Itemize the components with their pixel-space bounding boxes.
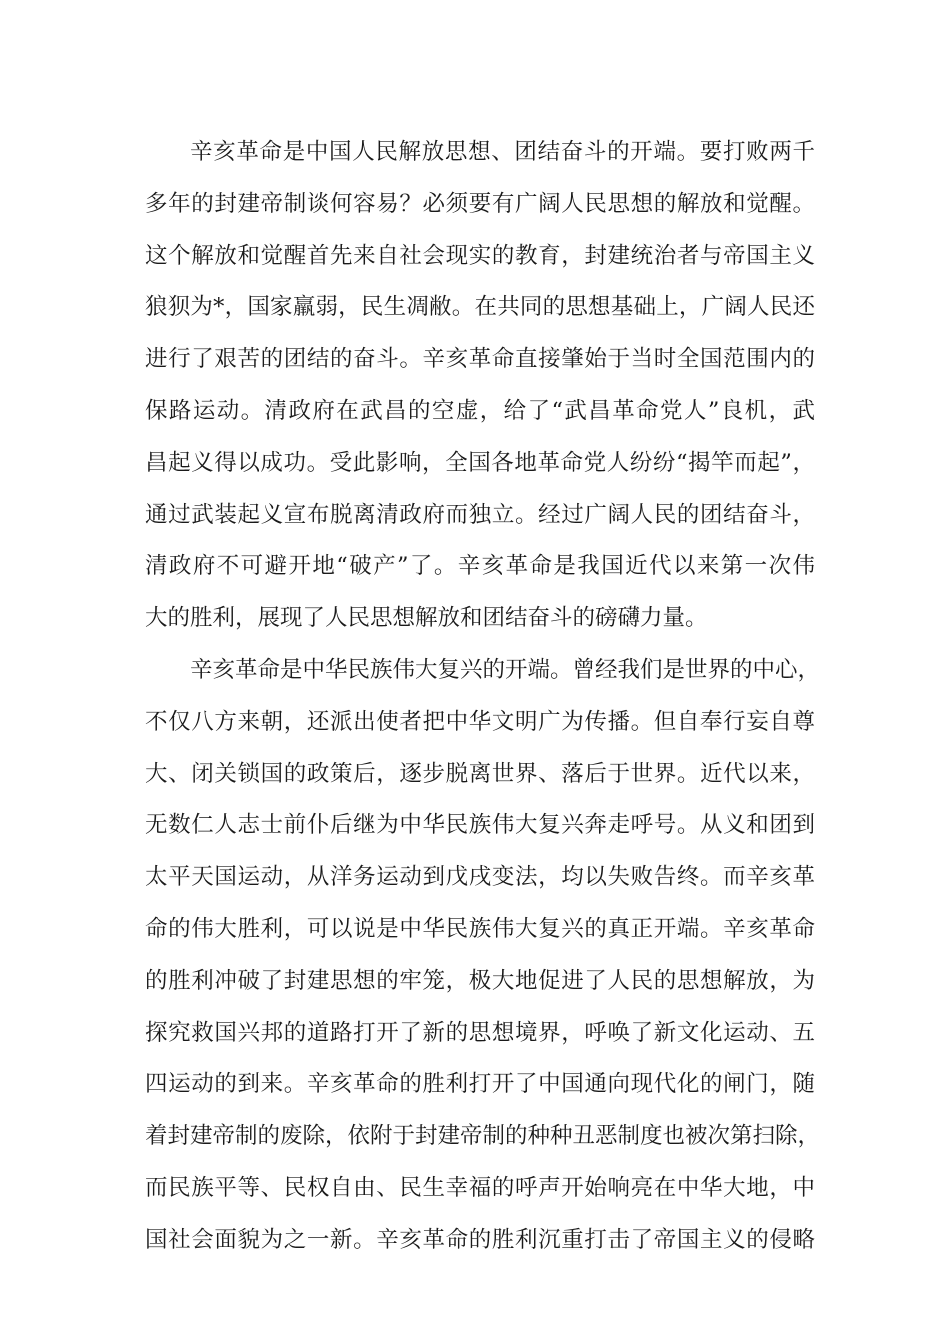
- text-line: 多年的封建帝制谈何容易？必须要有广阔人民思想的解放和觉醒。: [145, 190, 815, 217]
- text-line: 探究救国兴邦的道路打开了新的思想境界，呼唤了新文化运动、五: [145, 1019, 815, 1046]
- text-line: 进行了艰苦的团结的奋斗。辛亥革命直接肇始于当时全国范围内的: [145, 346, 815, 373]
- text-line: 清政府不可避开地“破产”了。辛亥革命是我国近代以来第一次伟: [145, 553, 815, 580]
- text-line: 狼狈为*，国家羸弱，民生凋敝。在共同的思想基础上，广阔人民还: [145, 294, 815, 321]
- text-line: 通过武装起义宣布脱离清政府而独立。经过广阔人民的团结奋斗，: [145, 501, 815, 528]
- body-text: [145, 127, 821, 1267]
- text-line: 国社会面貌为之一新。辛亥革命的胜利沉重打击了帝国主义的侵略: [145, 1226, 815, 1253]
- text-line: 昌起义得以成功。受此影响，全国各地革命党人纷纷“揭竿而起”，: [145, 449, 815, 476]
- paragraph-1: [145, 127, 815, 645]
- text-line: 而民族平等、民权自由、民生幸福的呼声开始响亮在中华大地，中: [145, 1174, 815, 1201]
- text-line: 大的胜利，展现了人民思想解放和团结奋斗的磅礴力量。: [145, 605, 708, 632]
- text-line: 四运动的到来。辛亥革命的胜利打开了中国通向现代化的闸门，随: [145, 1071, 815, 1098]
- text-line: 命的伟大胜利，可以说是中华民族伟大复兴的真正开端。辛亥革命: [145, 915, 815, 942]
- text-line: 大、闭关锁国的政策后，逐步脱离世界、落后于世界。近代以来，: [145, 760, 815, 787]
- text-line: 辛亥革命是中华民族伟大复兴的开端。曾经我们是世界的中心，: [190, 656, 821, 683]
- text-line: 这个解放和觉醒首先来自社会现实的教育，封建统治者与帝国主义: [145, 242, 815, 269]
- text-line: 辛亥革命是中国人民解放思想、团结奋斗的开端。要打败两千: [190, 139, 815, 165]
- text-line: 着封建帝制的废除，依附于封建帝制的种种丑恶制度也被次第扫除，: [145, 1123, 821, 1150]
- text-line: 保路运动。清政府在武昌的空虚，给了“武昌革命党人”良机，武: [145, 397, 815, 424]
- text-line: 太平天国运动，从洋务运动到戊戌变法，均以失败告终。而辛亥革: [145, 864, 815, 891]
- text-line: 无数仁人志士前仆后继为中华民族伟大复兴奔走呼号。从义和团到: [145, 812, 815, 839]
- text-line: 不仅八方来朝，还派出使者把中华文明广为传播。但自奉行妄自尊: [145, 708, 815, 735]
- text-line: 的胜利冲破了封建思想的牢笼，极大地促进了人民的思想解放，为: [145, 967, 815, 994]
- paragraph-2: [145, 645, 821, 1267]
